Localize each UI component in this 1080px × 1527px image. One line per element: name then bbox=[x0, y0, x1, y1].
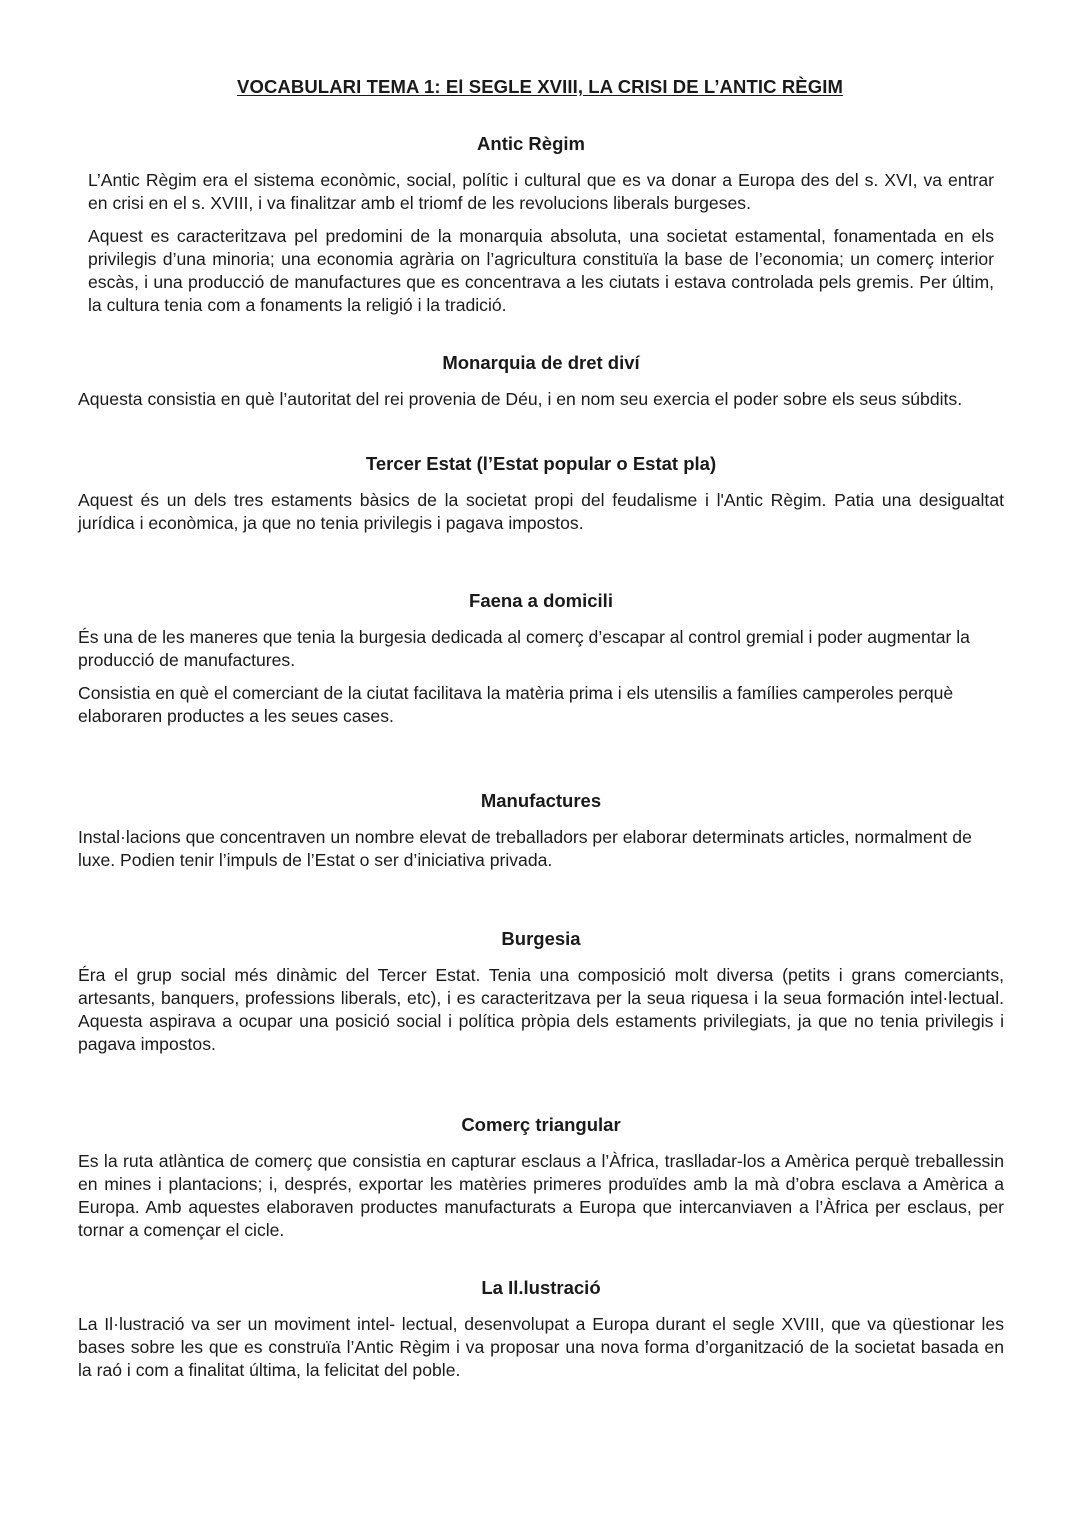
section-tercer-estat bbox=[78, 453, 1004, 545]
section-illustracio bbox=[78, 1277, 1004, 1392]
section-faena-a-domicili bbox=[78, 590, 1004, 738]
section-comerc-triangular bbox=[78, 1114, 1004, 1252]
section-paragraph: L’Antic Règim era el sistema econòmic, social, polític i cultural que es va donar a Europa des del s. XVI, va entrar en crisi en el s. XVIII, i va finalitzar amb el triomf de les revolucions liberals burgeses. bbox=[88, 170, 994, 213]
section-manufactures bbox=[78, 790, 1004, 882]
section-heading: Burgesia bbox=[501, 928, 581, 949]
section-heading: Comerç triangular bbox=[461, 1114, 621, 1135]
section-paragraph: És una de les maneres que tenia la burgesia dedicada al comerç d’escapar al control gremial i poder augmentar la producció de manufactures. bbox=[78, 627, 970, 670]
section-paragraph: Instal·lacions que concentraven un nombre elevat de treballadors per elaborar determinats articles, normalment de luxe. Podien tenir l’impuls de l’Estat o ser d’iniciativa privada. bbox=[78, 827, 972, 870]
section-heading: Manufactures bbox=[480, 790, 602, 811]
section-paragraph: Aquesta consistia en què l’autoritat del rei provenia de Déu, i en nom seu exercia el poder sobre els seus súbdits. bbox=[78, 389, 963, 409]
section-burgesia bbox=[78, 928, 1004, 1066]
section-paragraph: Es la ruta atlàntica de comerç que consistia en capturar esclaus a l’Àfrica, traslladar-los a Amèrica perquè treballessin en mines i plantacions; i, després, exportar les matèries primeres produïdes amb la mà d’obra esclava a Amèrica a Europa. Amb aquestes elaboraven productes manufacturats a Europa que intercanviaven a l’Àfrica per esclaus, per tornar a començar el cicle. bbox=[78, 1151, 1004, 1240]
section-heading: La Il.lustració bbox=[481, 1277, 601, 1298]
section-paragraph: Aquest és un dels tres estaments bàsics de la societat propi del feudalisme i l'Antic Règim. Patia una desigualtat jurídica i econòmica, ja que no tenia privilegis i pagava impostos. bbox=[78, 490, 1004, 533]
document-title: VOCABULARI TEMA 1: El SEGLE XVIII, LA CRISI DE L’ANTIC RÈGIM bbox=[237, 76, 843, 97]
section-paragraph: La Il·lustració va ser un moviment intel- lectual, desenvolupat a Europa durant el segle XVIII, que va qüestionar les bases sobre les que es construïa l’Antic Règim i va proposar una nova forma d’organització de la societat basada en la raó i com a finalitat última, la felicitat del poble. bbox=[78, 1314, 1004, 1380]
section-paragraph: Éra el grup social més dinàmic del Tercer Estat. Tenia una composició molt diversa (petits i grans comerciants, artesants, banquers, professions liberals, etc), i es caracteritzava per la seua riquesa i la seua formación intel·lectual. Aquesta aspirava a ocupar una posició social i política pròpia dels estaments privilegiats, ja que no tenia privilegis i pagava impostos. bbox=[78, 965, 1004, 1054]
section-heading: Antic Règim bbox=[477, 133, 585, 154]
section-paragraph: Aquest es caracteritzava pel predomini de la monarquia absoluta, una societat estamental, fonamentada en els privilegis d’una minoria; una economia agrària on l’agricultura constituïa la base de l’economia; un comerç interior escàs, i una producció de manufactures que es concentrava a les ciutats i estava controlada pels gremis. Per últim, la cultura tenia com a fonaments la religió i la tradició. bbox=[88, 226, 994, 315]
section-antic-regim bbox=[88, 133, 994, 327]
section-heading: Monarquia de dret diví bbox=[442, 352, 640, 373]
section-heading: Tercer Estat (l’Estat popular o Estat pla) bbox=[365, 453, 717, 474]
section-monarquia-dret-divi bbox=[78, 352, 1004, 421]
section-heading: Faena a domicili bbox=[469, 590, 613, 611]
section-paragraph: Consistia en què el comerciant de la ciutat facilitava la matèria prima i els utensilis a famílies camperoles perquè elaboraren productes a les seues cases. bbox=[78, 683, 954, 726]
